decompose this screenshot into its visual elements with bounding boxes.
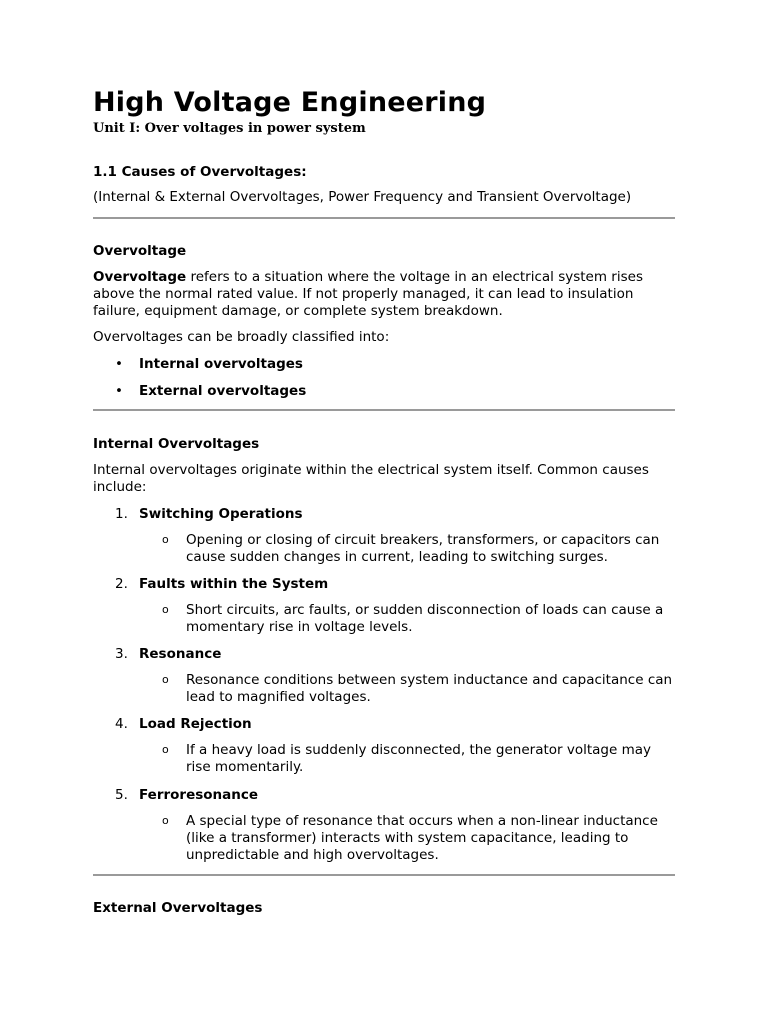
- list-item-text: Internal overvoltages: [139, 356, 303, 372]
- item-number: 2.: [115, 576, 128, 592]
- heading-overvoltage: Overvoltage: [93, 243, 187, 259]
- classification-intro: Overvoltages can be broadly classified into:: [93, 329, 390, 345]
- item-title: Switching Operations: [139, 506, 303, 522]
- sub-item-text: Resonance conditions between system inductance and capacitance can lead to magnified voltages.: [186, 672, 673, 705]
- circle-bullet-icon: o: [162, 673, 169, 686]
- circle-bullet-icon: o: [162, 743, 169, 756]
- item-title: Faults within the System: [139, 576, 329, 592]
- heading-external-overvoltages: External Overvoltages: [93, 900, 263, 916]
- item-title: Load Rejection: [139, 716, 252, 732]
- bullet-icon: •: [115, 356, 123, 372]
- sub-item-text: Short circuits, arc faults, or sudden disconnection of loads can cause a momentary rise in voltage levels.: [186, 602, 664, 635]
- heading-internal-overvoltages: Internal Overvoltages: [93, 436, 260, 452]
- bullet-icon: •: [115, 383, 123, 399]
- item-number: 4.: [115, 716, 128, 732]
- divider: [93, 409, 675, 411]
- sub-item-text: If a heavy load is suddenly disconnected, the generator voltage may rise momentarily.: [186, 742, 652, 775]
- section-heading-causes: 1.1 Causes of Overvoltages:: [93, 164, 307, 180]
- internal-intro: Internal overvoltages originate within the electrical system itself. Common causes include:: [93, 462, 649, 495]
- divider: [93, 874, 675, 876]
- item-number: 3.: [115, 646, 128, 662]
- section-scope-text: (Internal & External Overvoltages, Power Frequency and Transient Overvoltage): [93, 189, 632, 205]
- definition-text: refers to a situation where the voltage in an electrical system rises above the normal rated value. If not properly managed, it can lead to insulation failure, equipment damage, or complete system breakdown.: [93, 269, 643, 319]
- definition-term: Overvoltage: [93, 269, 187, 285]
- unit-subtitle: Unit I: Over voltages in power system: [93, 121, 366, 136]
- item-title: Ferroresonance: [139, 787, 259, 803]
- circle-bullet-icon: o: [162, 814, 169, 827]
- divider: [93, 217, 675, 219]
- item-number: 5.: [115, 787, 128, 803]
- sub-item-text: A special type of resonance that occurs when a non-linear inductance (like a transformer) interacts with system capacitance, leading to unpredictable and high overvoltages.: [186, 813, 658, 863]
- overvoltage-definition: [93, 269, 675, 320]
- sub-item-text: Opening or closing of circuit breakers, transformers, or capacitors can cause sudden changes in current, leading to switching surges.: [186, 532, 660, 565]
- page-title: High Voltage Engineering: [93, 87, 487, 118]
- item-number: 1.: [115, 506, 128, 522]
- circle-bullet-icon: o: [162, 533, 169, 546]
- circle-bullet-icon: o: [162, 603, 169, 616]
- list-item-text: External overvoltages: [139, 383, 307, 399]
- item-title: Resonance: [139, 646, 222, 662]
